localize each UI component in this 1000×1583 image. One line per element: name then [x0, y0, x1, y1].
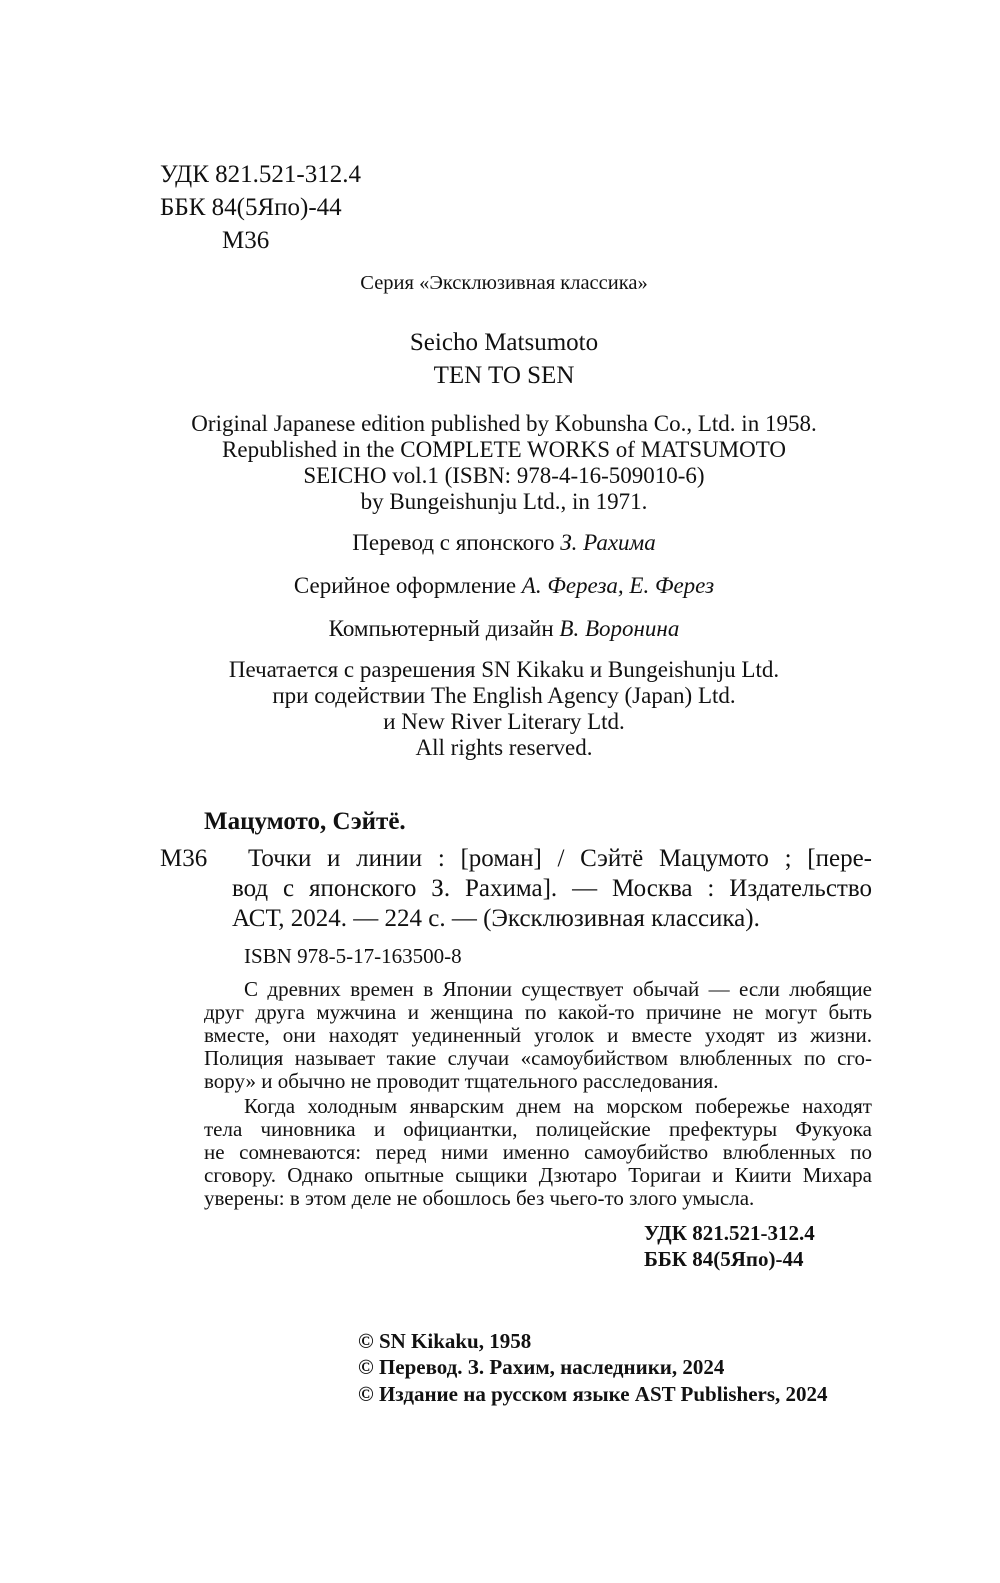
series-design-credit	[0, 574, 1000, 597]
catalog-mark: М36	[160, 845, 208, 872]
edition-line: Original Japanese edition published by Kobunsha Co., Ltd. in 1958.	[191, 411, 817, 436]
translator-name: З. Рахима	[560, 530, 656, 555]
abstract-line: Полиция называет такие случаи «самоубийством влюбленных по сго-	[204, 1046, 872, 1070]
original-author: Seicho Matsumoto	[409, 329, 599, 356]
abstract-line: друг друга мужчина и женщина по какой-то причине не могут быть	[204, 1000, 872, 1024]
abstract-line: С древних времен в Японии существует обычай — если любящие	[244, 977, 872, 1001]
abstract-line: уверены: в этом деле не обошлось без чьего-то злого умысла.	[204, 1186, 755, 1210]
permission-line: All rights reserved.	[415, 735, 593, 760]
permission-line: при содействии The English Agency (Japan) Ltd.	[272, 683, 736, 708]
permission-line: Печатается с разрешения SN Kikaku и Bungeishunju Ltd.	[228, 657, 780, 682]
edition-line: SEICHO vol.1 (ISBN: 978-4-16-509010-6)	[303, 463, 705, 488]
abstract-line: Когда холодным январским днем на морском побережье находят	[244, 1094, 872, 1118]
abstract-line: тела чиновника и официантки, полицейские префектуры Фукуока	[204, 1117, 872, 1141]
abstract-line: сговору. Однако опытные сыщики Дзютаро Торигаи и Киити Михара	[204, 1163, 872, 1187]
catalog-entry-line: вод с японского З. Рахима]. — Москва : Издательство	[232, 875, 872, 902]
abstract-line: вору» и обычно не проводит тщательного расследования.	[204, 1069, 719, 1093]
original-title: TEN TO SEN	[433, 362, 575, 389]
computer-designer-name: В. Воронина	[559, 616, 680, 641]
abstract-line: не сомневаются: перед ними именно самоубийство влюбленных по	[204, 1140, 872, 1164]
computer-design-label: Компьютерный дизайн	[328, 616, 554, 641]
catalog-udk: УДК 821.521-312.4	[644, 1221, 815, 1245]
isbn: ISBN 978-5-17-163500-8	[244, 944, 462, 968]
abstract-line: вместе, они находят уединенный уголок и вместе уходят из жизни.	[204, 1023, 872, 1047]
translation-credit	[0, 531, 1000, 554]
udk-code: УДК 821.521-312.4	[160, 161, 361, 188]
catalog-bbk: ББК 84(5Япо)-44	[644, 1247, 804, 1271]
bbk-code: ББК 84(5Япо)-44	[160, 194, 342, 221]
edition-line: Republished in the COMPLETE WORKS of MATSUMOTO	[222, 437, 786, 462]
computer-design-credit	[0, 617, 1000, 640]
edition-line: by Bungeishunju Ltd., in 1971.	[360, 489, 648, 514]
catalog-entry-line: АСТ, 2024. — 224 с. — (Эксклюзивная классика).	[232, 905, 760, 932]
author-mark: М36	[222, 227, 270, 254]
copyright-line: © SN Kikaku, 1958	[358, 1329, 532, 1353]
copyright-line: © Издание на русском языке AST Publishers, 2024	[358, 1382, 828, 1406]
series-designer-names: А. Фереза, Е. Ферез	[521, 573, 715, 598]
copyright-line: © Перевод. З. Рахим, наследники, 2024	[358, 1355, 725, 1379]
permission-line: и New River Literary Ltd.	[383, 709, 625, 734]
catalog-author-heading: Мацумото, Сэйтё.	[204, 808, 406, 835]
series-line: Серия «Эксклюзивная классика»	[360, 272, 648, 294]
series-design-label: Серийное оформление	[293, 573, 517, 598]
translation-label: Перевод с японского	[352, 530, 555, 555]
catalog-entry-line: Точки и линии : [роман] / Сэйтё Мацумото ; [пере-	[248, 845, 872, 872]
